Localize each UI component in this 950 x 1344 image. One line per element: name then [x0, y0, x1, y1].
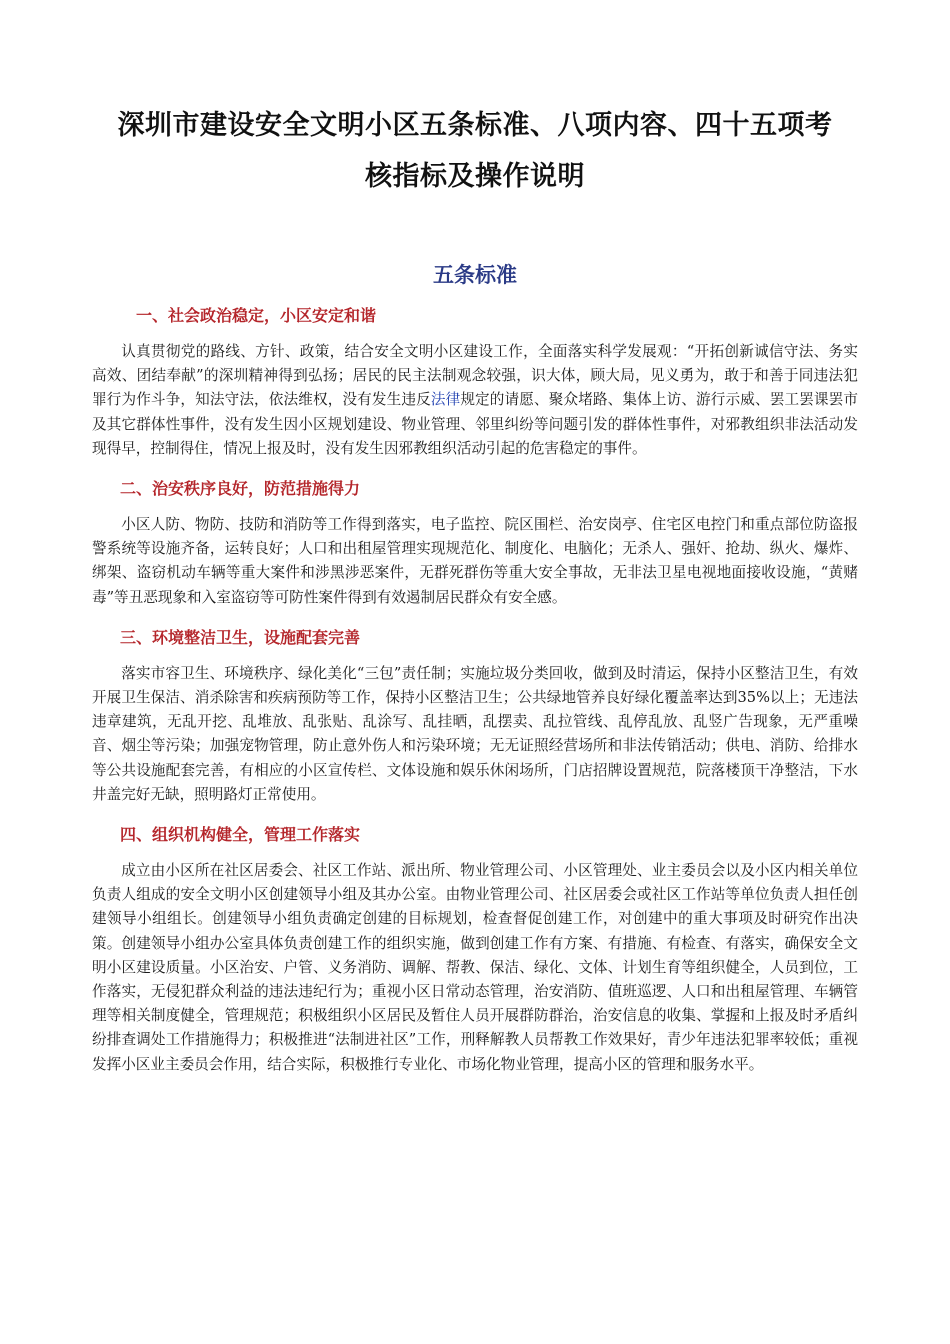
law-link[interactable]: 法律	[430, 391, 461, 409]
standard-paragraph-1-text-b: 规定的请愿、聚众堵路、集体上访、游行示威、罢工罢课罢市及其它群体性事件，没有发生因小区规划建设、物业管理、邻里纠纷等问题引发的群体性事件，对邪教组织非法活动发现得早，控制得住，情况上报及时，没有发生因邪教组织活动引起的危害稳定的事件。	[92, 391, 858, 457]
standard-heading-1: 一、社会政治稳定，小区安定和谐	[136, 306, 377, 325]
standard-paragraph-4: 成立由小区所在社区居委会、社区工作站、派出所、物业管理公司、小区管理处、业主委员会以及小区内相关单位负责人组成的安全文明小区创建领导小组及其办公室。由物业管理公司、社区居委会或社区工作站等单位负责人担任创建领导小组组长。创建领导小组负责确定创建的目标规划，检查督促创建工作，对创建中的重大事项及时研究作出决策。创建领导小组办公室具体负责创建工作的组织实施，做到创建工作有方案、有措施、有检查、有落实，确保安全文明小区建设质量。小区治安、户管、义务消防、调解、帮教、保洁、绿化、文体、计划生育等组织健全，人员到位，工作落实，无侵犯群众利益的违法违纪行为；重视小区日常动态管理，治安消防、值班巡逻、人口和出租屋管理、车辆管理等相关制度健全，管理规范；积极组织小区居民及暂住人员开展群防群治，治安信息的收集、掌握和上报及时矛盾纠纷排查调处工作措施得力；积极推进“法制进社区”工作，刑释解教人员帮教工作效果好，青少年违法犯罪率较低；重视发挥小区业主委员会作用，结合实际，积极推行专业化、市场化物业管理，提高小区的管理和服务水平。	[92, 862, 858, 1073]
section-heading: 五条标准	[433, 263, 517, 287]
standard-paragraph-2: 小区人防、物防、技防和消防等工作得到落实，电子监控、院区围栏、治安岗亭、住宅区电控门和重点部位防盗报警系统等设施齐备，运转良好；人口和出租屋管理实现规范化、制度化、电脑化；无杀人、强奸、抢劫、纵火、爆炸、绑架、盗窃机动车辆等重大案件和涉黑涉恶案件，无群死群伤等重大安全事故，无非法卫星电视地面接收设施，“黄赌毒”等丑恶现象和入室盗窃等可防性案件得到有效遏制居民群众有安全感。	[92, 516, 858, 606]
document-title	[92, 100, 858, 202]
document-title-line-1: 深圳市建设安全文明小区五条标准、八项内容、四十五项考	[117, 110, 833, 141]
standard-heading-2: 二、治安秩序良好，防范措施得力	[120, 479, 361, 499]
document-title-line-2: 核指标及操作说明	[365, 161, 585, 192]
standard-heading-3: 三、环境整洁卫生，设施配套完善	[120, 627, 361, 647]
standard-paragraph-1	[92, 340, 858, 461]
standard-paragraph-3: 落实市容卫生、环境秩序、绿化美化“三包”责任制；实施垃圾分类回收，做到及时清运，保持小区整洁卫生，有效开展卫生保洁、消杀除害和疾病预防等工作，保持小区整洁卫生；公共绿地管养良好绿化覆盖率达到35%以上；无违法违章建筑，无乱开挖、乱堆放、乱张贴、乱涂写、乱挂晒，乱摆卖、乱拉管线、乱停乱放、乱竖广告现象，无严重噪音、烟尘等污染；加强宠物管理，防止意外伤人和污染环境；无无证照经营场所和非法传销活动；供电、消防、给排水等公共设施配套完善，有相应的小区宣传栏、文体设施和娱乐休闲场所，门店招牌设置规范，院落楼顶干净整洁，下水井盖完好无缺，照明路灯正常使用。	[92, 664, 858, 803]
standard-heading-4: 四、组织机构健全，管理工作落实	[120, 825, 361, 845]
standard-paragraph-1-text-a: 认真贯彻党的路线、方针、政策，结合安全文明小区建设工作，全面落实科学发展观：“开拓创新诚信守法、务实高效、团结奉献”的深圳精神得到弘扬；居民的民主法制观念较强，识大体，顾大局，见义勇为，敢于和善于同违法犯罪行为作斗争，知法守法，依法维权，没有发生违反	[92, 343, 858, 409]
document-page	[92, 100, 858, 1077]
